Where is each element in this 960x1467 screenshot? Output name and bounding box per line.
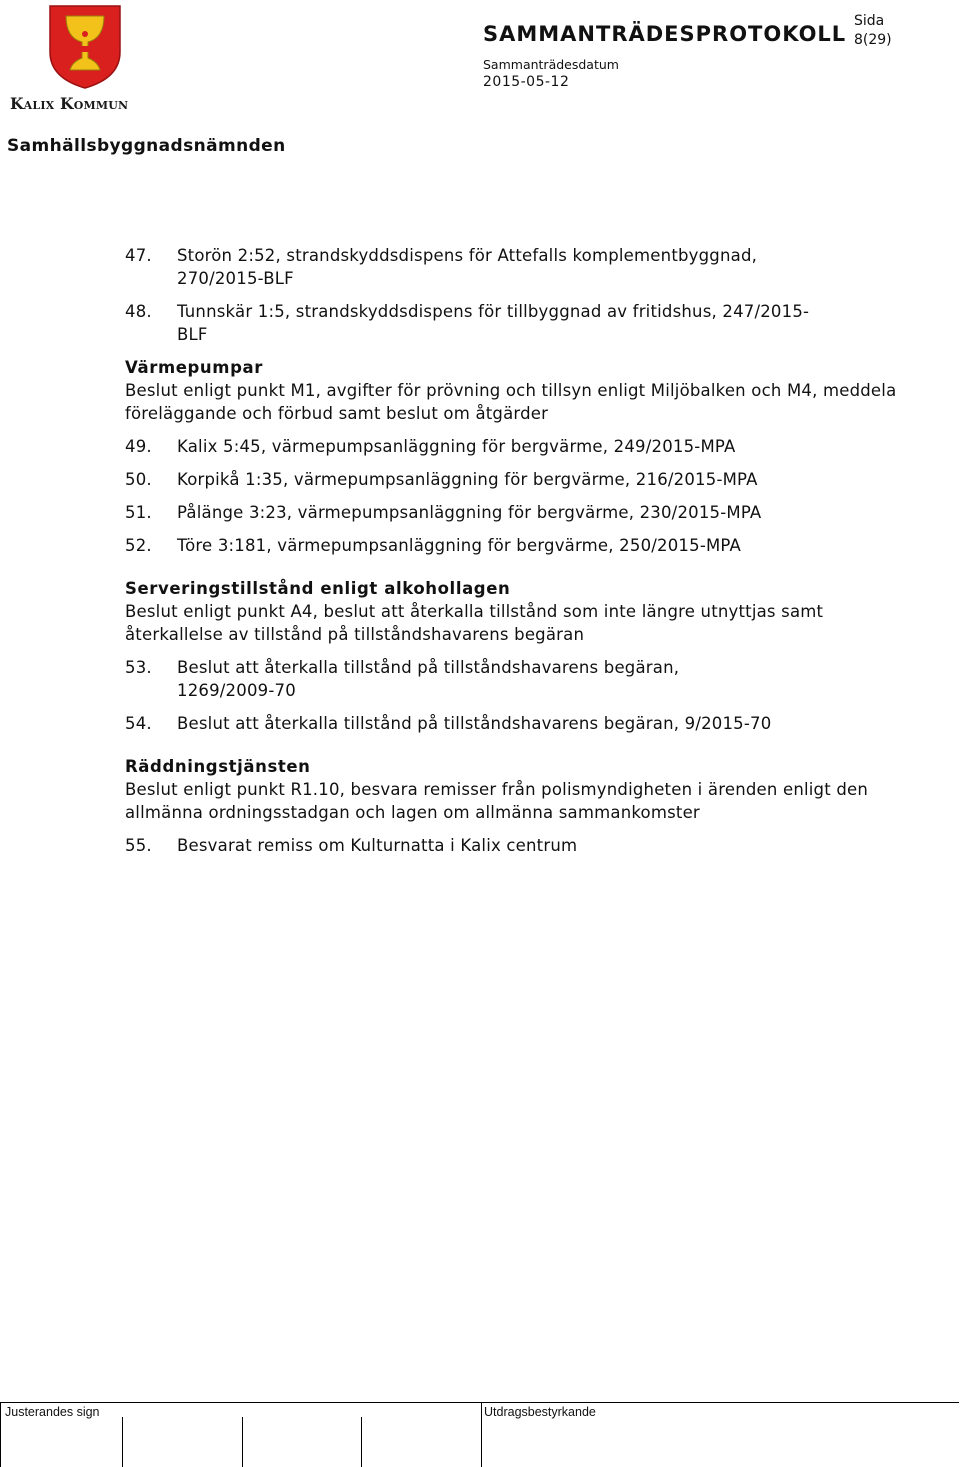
item-text: Pålänge 3:23, värmepumpsanläggning för bergvärme, 230/2015-MPA bbox=[177, 503, 762, 522]
kalix-kommun-logo bbox=[10, 4, 160, 112]
item-text: Storön 2:52, strandskyddsdispens för Attefalls komplementbyggnad, 270/2015-BLF bbox=[177, 246, 758, 288]
list-item bbox=[125, 244, 925, 290]
item-text: Beslut att återkalla tillstånd på tillståndshavarens begäran, 9/2015-70 bbox=[177, 714, 772, 733]
page-label: Sida bbox=[854, 13, 885, 29]
list-item bbox=[125, 712, 925, 735]
logo-text: Kalix Kommun bbox=[10, 94, 129, 113]
item-text: Kalix 5:45, värmepumpsanläggning för bergvärme, 249/2015-MPA bbox=[177, 437, 736, 456]
list-item bbox=[125, 300, 925, 346]
section-heading: Räddningstjänsten bbox=[125, 757, 311, 776]
signature-box-divider bbox=[242, 1417, 243, 1467]
item-text: Tunnskär 1:5, strandskyddsdispens för tillbyggnad av fritidshus, 247/2015-BLF bbox=[177, 302, 810, 344]
section-description: Beslut enligt punkt A4, beslut att återkalla tillstånd som inte längre utnyttjas samt återkallelse av tillstånd på tillståndshavarens begäran bbox=[125, 602, 824, 644]
document-title: SAMMANTRÄDESPROTOKOLL bbox=[483, 22, 847, 46]
signature-box-divider bbox=[361, 1417, 362, 1467]
list-item bbox=[125, 834, 925, 857]
list-item bbox=[125, 435, 925, 458]
item-text: Besvarat remiss om Kulturnatta i Kalix centrum bbox=[177, 836, 578, 855]
list-item bbox=[125, 468, 925, 491]
list-item bbox=[125, 501, 925, 524]
item-number: 53. bbox=[125, 658, 152, 677]
item-text: Beslut att återkalla tillstånd på tillståndshavarens begäran, 1269/2009-70 bbox=[177, 658, 680, 700]
section-heading: Serveringstillstånd enligt alkohollagen bbox=[125, 579, 511, 598]
signature-footer bbox=[0, 1402, 959, 1467]
item-number: 50. bbox=[125, 470, 152, 489]
item-number: 48. bbox=[125, 302, 152, 321]
item-text: Korpikå 1:35, värmepumpsanläggning för bergvärme, 216/2015-MPA bbox=[177, 470, 758, 489]
coat-of-arms-icon bbox=[48, 4, 122, 90]
item-number: 49. bbox=[125, 437, 152, 456]
meeting-date-label: Sammanträdesdatum bbox=[483, 57, 619, 72]
item-number: 47. bbox=[125, 246, 152, 265]
document-body bbox=[125, 244, 925, 857]
board-name: Samhällsbyggnadsnämnden bbox=[7, 136, 286, 156]
meeting-date: 2015-05-12 bbox=[483, 74, 570, 90]
item-number: 52. bbox=[125, 536, 152, 555]
page-number: 8(29) bbox=[854, 32, 892, 48]
item-text: Töre 3:181, värmepumpsanläggning för bergvärme, 250/2015-MPA bbox=[177, 536, 741, 555]
item-number: 51. bbox=[125, 503, 152, 522]
section-heading: Värmepumpar bbox=[125, 358, 263, 377]
footer-column-divider bbox=[481, 1403, 482, 1467]
signature-label: Justerandes sign bbox=[5, 1405, 100, 1419]
list-item bbox=[125, 534, 925, 557]
item-number: 55. bbox=[125, 836, 152, 855]
section-description: Beslut enligt punkt M1, avgifter för prövning och tillsyn enligt Miljöbalken och M4, meddela föreläggande och förbud samt beslut om åtgärder bbox=[125, 381, 897, 423]
item-number: 54. bbox=[125, 714, 152, 733]
signature-box-divider bbox=[122, 1417, 123, 1467]
extract-label: Utdragsbestyrkande bbox=[484, 1405, 596, 1419]
section-description: Beslut enligt punkt R1.10, besvara remisser från polismyndigheten i ärenden enligt den allmänna ordningsstadgan och lagen om allmänna sammankomster bbox=[125, 780, 869, 822]
list-item bbox=[125, 656, 925, 702]
